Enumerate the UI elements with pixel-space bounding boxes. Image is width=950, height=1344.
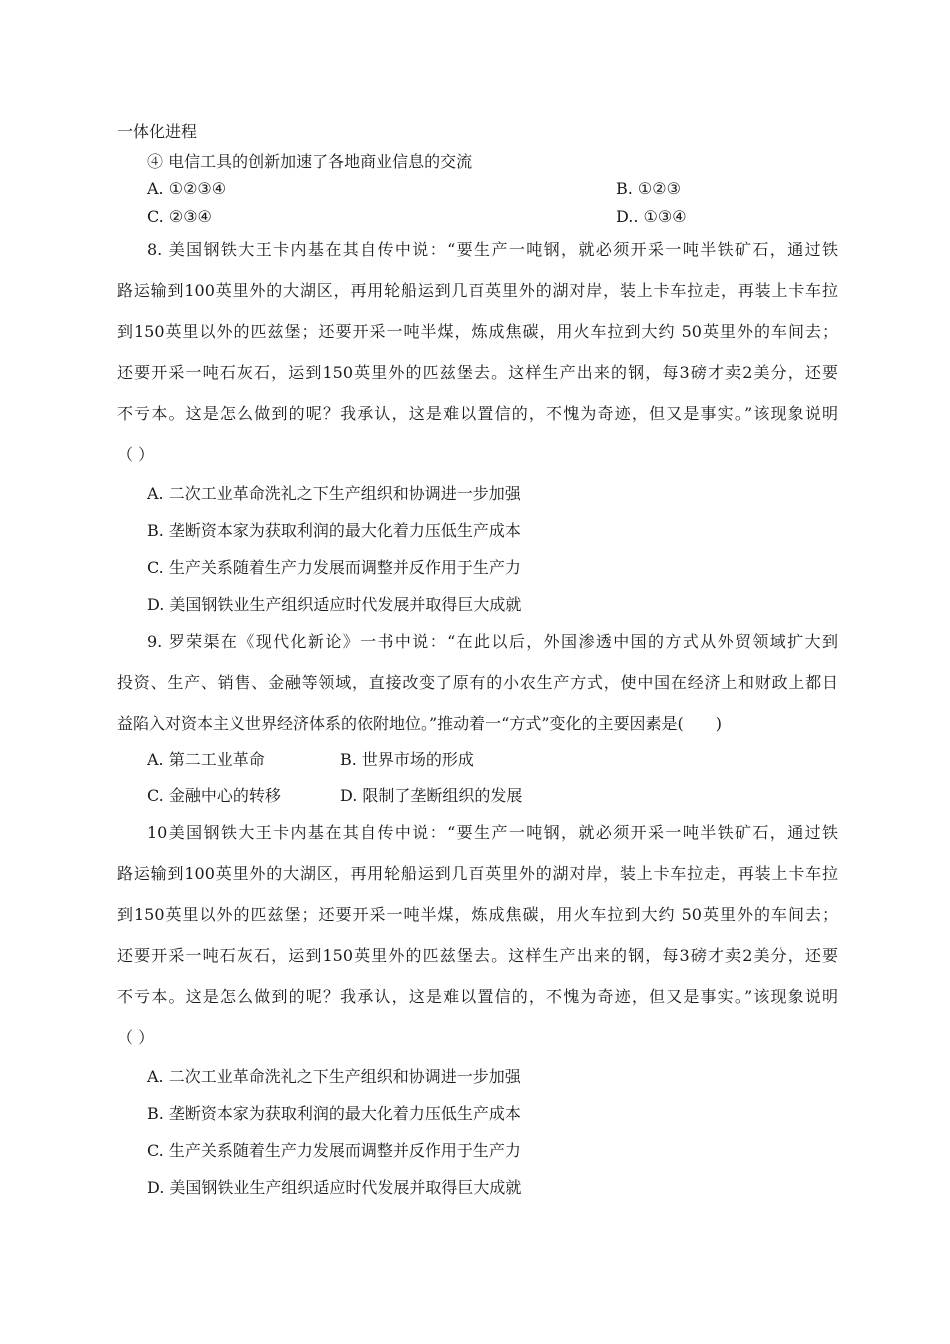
q10-option-d: D. 美国钢铁业生产组织适应时代发展并取得巨大成就: [147, 1178, 522, 1197]
q8-stem-line: 路运输到100英里外的大湖区，再用轮船运到几百英里外的湖对岸，装上卡车拉走，再装上卡车拉: [117, 281, 838, 300]
q9-option-b: B. 世界市场的形成: [340, 750, 474, 769]
q7-item-4: ④ 电信工具的创新加速了各地商业信息的交流: [147, 152, 473, 171]
q10-stem-line: 还要开采一吨石灰石，运到150英里外的匹兹堡去。这样生产出来的钢，每3磅才卖2美分，还要: [117, 946, 838, 965]
q10-answer-blank: （ ）: [117, 1028, 155, 1047]
q8-stem-line: 8. 美国钢铁大王卡内基在其自传中说：“要生产一吨钢，就必须开采一吨半铁矿石，通过铁: [147, 240, 838, 259]
q9-option-d: D. 限制了垄断组织的发展: [340, 786, 523, 805]
q8-stem-line: 到150英里以外的匹兹堡；还要开采一吨半煤，炼成焦碳，用火车拉到大约 50英里外的车间去；: [117, 322, 838, 341]
q9-option-c: C. 金融中心的转移: [147, 786, 281, 805]
q9-stem-line: 益陷入对资本主义世界经济体系的依附地位。”推动着一“方式”变化的主要因素是( ): [117, 714, 723, 733]
q10-stem-line: 不亏本。这是怎么做到的呢？我承认，这是难以置信的，不愧为奇迹，但又是事实。”该现象说明: [117, 987, 838, 1006]
q7-option-b: B. ①②③: [616, 179, 681, 198]
q7-continuation: 一体化进程: [117, 122, 198, 141]
q10-stem-line: 10美国钢铁大王卡内基在其自传中说：“要生产一吨钢，就必须开采一吨半铁矿石，通过铁: [147, 823, 838, 842]
q9-option-a: A. 第二工业革命: [147, 750, 265, 769]
q8-option-c: C. 生产关系随着生产力发展而调整并反作用于生产力: [147, 558, 521, 577]
q10-option-a: A. 二次工业革命洗礼之下生产组织和协调进一步加强: [147, 1067, 521, 1086]
q8-option-d: D. 美国钢铁业生产组织适应时代发展并取得巨大成就: [147, 595, 522, 614]
q10-stem-line: 到150英里以外的匹兹堡；还要开采一吨半煤，炼成焦碳，用火车拉到大约 50英里外的车间去；: [117, 905, 838, 924]
q10-stem-line: 路运输到100英里外的大湖区，再用轮船运到几百英里外的湖对岸，装上卡车拉走，再装上卡车拉: [117, 864, 838, 883]
q10-option-c: C. 生产关系随着生产力发展而调整并反作用于生产力: [147, 1141, 521, 1160]
q8-stem-line: 不亏本。这是怎么做到的呢？我承认，这是难以置信的，不愧为奇迹，但又是事实。”该现象说明: [117, 404, 838, 423]
q7-option-c: C. ②③④: [147, 207, 212, 226]
q9-stem-line: 投资、生产、销售、金融等领域，直接改变了原有的小农生产方式，使中国在经济上和财政上都日: [117, 673, 838, 692]
q10-option-b: B. 垄断资本家为获取利润的最大化着力压低生产成本: [147, 1104, 521, 1123]
q9-stem-line: 9. 罗荣渠在《现代化新论》一书中说：“在此以后，外国渗透中国的方式从外贸领域扩大到: [147, 632, 838, 651]
q8-answer-blank: （ ）: [117, 445, 155, 464]
q7-option-a: A. ①②③④: [147, 179, 227, 198]
q7-option-d: D.. ①③④: [616, 207, 687, 226]
q8-option-b: B. 垄断资本家为获取利润的最大化着力压低生产成本: [147, 521, 521, 540]
q8-stem-line: 还要开采一吨石灰石，运到150英里外的匹兹堡去。这样生产出来的钢，每3磅才卖2美分，还要: [117, 363, 838, 382]
q8-option-a: A. 二次工业革命洗礼之下生产组织和协调进一步加强: [147, 484, 521, 503]
